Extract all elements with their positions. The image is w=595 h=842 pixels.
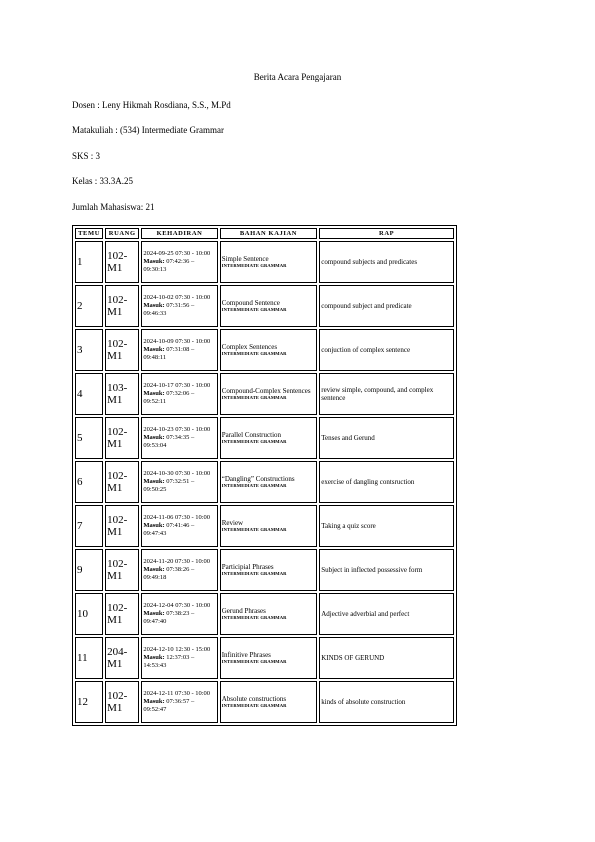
rap-cell: KINDS OF GERUND (319, 637, 454, 679)
topic-title: Absolute constructions (221, 695, 287, 703)
subject-name: INTERMEDIATE GRAMMAR (221, 571, 287, 576)
temu-cell: 6 (75, 461, 103, 503)
check-in-label: Masuk: (143, 698, 165, 705)
table-row (75, 681, 454, 723)
schedule-text: 2024-10-09 07:30 - 10:00 (143, 338, 211, 345)
topic-title: Complex Sentences (221, 343, 278, 351)
topic-cell (220, 285, 318, 327)
check-in-time: 07:32:51 – 09:50:25 (143, 478, 195, 493)
attendance-cell (141, 505, 217, 547)
check-in-label: Masuk: (143, 346, 165, 353)
rap-cell: Adjective adverbial and perfect (319, 593, 454, 635)
topic-title: Gerund Phrases (221, 607, 266, 615)
check-in-time: 07:38:26 – 09:49:18 (143, 566, 195, 581)
check-in-label: Masuk: (143, 302, 165, 309)
header-temu: TEMU (75, 228, 103, 239)
check-in-text (143, 302, 215, 318)
check-in-label: Masuk: (143, 258, 165, 265)
temu-cell: 1 (75, 241, 103, 283)
table-row (75, 329, 454, 371)
rap-cell: review simple, compound, and complex sentence (319, 373, 454, 415)
temu-cell: 3 (75, 329, 103, 371)
temu-cell: 7 (75, 505, 103, 547)
attendance-cell (141, 329, 217, 371)
check-in-time: 07:34:35 – 09:53:04 (143, 434, 195, 449)
topic-title: Parallel Construction (221, 431, 282, 439)
rap-cell: Taking a quiz score (319, 505, 454, 547)
topic-cell (220, 461, 318, 503)
schedule-text: 2024-10-23 07:30 - 10:00 (143, 426, 211, 433)
topic-title: “Dangling” Constructions (221, 475, 295, 483)
subject-name: INTERMEDIATE GRAMMAR (221, 615, 287, 620)
topic-cell (220, 637, 318, 679)
topic-cell (220, 681, 318, 723)
check-in-time: 07:38:23 – 09:47:40 (143, 610, 195, 625)
check-in-time: 12:37:03 – 14:53:43 (143, 654, 195, 669)
table-row (75, 417, 454, 459)
subject-name: INTERMEDIATE GRAMMAR (221, 263, 287, 268)
check-in-text (143, 610, 215, 626)
check-in-label: Masuk: (143, 478, 165, 485)
subject-name: INTERMEDIATE GRAMMAR (221, 307, 287, 312)
topic-cell (220, 593, 318, 635)
header-rap: RAP (319, 228, 454, 239)
schedule-text: 2024-11-20 07:30 - 10:00 (143, 558, 211, 565)
room-cell: 102-M1 (105, 461, 139, 503)
attendance-cell (141, 637, 217, 679)
schedule-text: 2024-12-11 07:30 - 10:00 (143, 690, 211, 697)
topic-cell (220, 549, 318, 591)
table-row (75, 285, 454, 327)
schedule-text: 2024-09-25 07:30 - 10:00 (143, 250, 211, 257)
room-cell: 102-M1 (105, 505, 139, 547)
check-in-text (143, 346, 215, 362)
attendance-cell (141, 593, 217, 635)
attendance-cell (141, 285, 217, 327)
attendance-table (72, 225, 457, 726)
check-in-time: 07:42:36 – 09:30:13 (143, 258, 195, 273)
table-row (75, 373, 454, 415)
header-bahan-kajian: BAHAN KAJIAN (220, 228, 318, 239)
rap-cell: conjuction of complex sentence (319, 329, 454, 371)
rap-cell: kinds of absolute construction (319, 681, 454, 723)
check-in-text (143, 258, 215, 274)
table-row (75, 549, 454, 591)
topic-title: Review (221, 519, 244, 527)
attendance-cell (141, 461, 217, 503)
attendance-cell (141, 241, 217, 283)
document-title: Berita Acara Pengajaran (253, 72, 342, 82)
table-row (75, 593, 454, 635)
check-in-text (143, 390, 215, 406)
schedule-text: 2024-11-06 07:30 - 10:00 (143, 514, 211, 521)
attendance-cell (141, 373, 217, 415)
check-in-text (143, 478, 215, 494)
subject-name: INTERMEDIATE GRAMMAR (221, 439, 287, 444)
check-in-label: Masuk: (143, 566, 165, 573)
topic-title: Simple Sentence (221, 255, 269, 263)
lecturer-line: Dosen : Leny Hikmah Rosdiana, S.S., M.Pd (72, 100, 231, 110)
room-cell: 102-M1 (105, 285, 139, 327)
table-row (75, 461, 454, 503)
topic-cell (220, 505, 318, 547)
check-in-time: 07:36:57 – 09:52:47 (143, 698, 195, 713)
check-in-text (143, 566, 215, 582)
table-row (75, 241, 454, 283)
rap-cell: Subject in inflected possessive form (319, 549, 454, 591)
credits-line: SKS : 3 (72, 151, 101, 161)
check-in-label: Masuk: (143, 434, 165, 441)
attendance-cell (141, 681, 217, 723)
topic-cell (220, 373, 318, 415)
topic-cell (220, 417, 318, 459)
subject-name: INTERMEDIATE GRAMMAR (221, 395, 287, 400)
table-header-row (75, 228, 454, 239)
rap-cell: compound subject and predicate (319, 285, 454, 327)
temu-cell: 12 (75, 681, 103, 723)
room-cell: 102-M1 (105, 593, 139, 635)
class-line: Kelas : 33.3A.25 (72, 176, 133, 186)
header-kehadiran: KEHADIRAN (141, 228, 217, 239)
temu-cell: 2 (75, 285, 103, 327)
topic-title: Compound-Complex Sentences (221, 387, 311, 395)
temu-cell: 4 (75, 373, 103, 415)
rap-cell: compound subjects and predicates (319, 241, 454, 283)
subject-name: INTERMEDIATE GRAMMAR (221, 659, 287, 664)
temu-cell: 5 (75, 417, 103, 459)
topic-title: Participial Phrases (221, 563, 274, 571)
subject-name: INTERMEDIATE GRAMMAR (221, 351, 287, 356)
check-in-label: Masuk: (143, 390, 165, 397)
temu-cell: 11 (75, 637, 103, 679)
course-line: Matakuliah : (534) Intermediate Grammar (72, 125, 224, 135)
check-in-text (143, 434, 215, 450)
temu-cell: 10 (75, 593, 103, 635)
rap-cell: exercise of dangling contsruction (319, 461, 454, 503)
room-cell: 102-M1 (105, 417, 139, 459)
attendance-cell (141, 549, 217, 591)
rap-cell: Tenses and Gerund (319, 417, 454, 459)
subject-name: INTERMEDIATE GRAMMAR (221, 703, 287, 708)
schedule-text: 2024-12-04 07:30 - 10:00 (143, 602, 211, 609)
room-cell: 102-M1 (105, 549, 139, 591)
schedule-text: 2024-12-10 12:30 - 15:00 (143, 646, 211, 653)
topic-cell (220, 241, 318, 283)
table-row (75, 637, 454, 679)
check-in-text (143, 698, 215, 714)
check-in-text (143, 522, 215, 538)
check-in-time: 07:41:46 – 09:47:43 (143, 522, 195, 537)
schedule-text: 2024-10-02 07:30 - 10:00 (143, 294, 211, 301)
attendance-cell (141, 417, 217, 459)
check-in-time: 07:32:06 – 09:52:11 (143, 390, 195, 405)
temu-cell: 9 (75, 549, 103, 591)
header-ruang: RUANG (105, 228, 139, 239)
topic-cell (220, 329, 318, 371)
check-in-time: 07:31:56 – 09:46:33 (143, 302, 195, 317)
topic-title: Infinitive Phrases (221, 651, 271, 659)
check-in-time: 07:31:08 – 09:48:11 (143, 346, 195, 361)
check-in-label: Masuk: (143, 610, 165, 617)
room-cell: 204-M1 (105, 637, 139, 679)
check-in-label: Masuk: (143, 522, 165, 529)
check-in-text (143, 654, 215, 670)
table-row (75, 505, 454, 547)
room-cell: 102-M1 (105, 241, 139, 283)
topic-title: Compound Sentence (221, 299, 280, 307)
schedule-text: 2024-10-30 07:30 - 10:00 (143, 470, 211, 477)
room-cell: 102-M1 (105, 329, 139, 371)
subject-name: INTERMEDIATE GRAMMAR (221, 483, 287, 488)
subject-name: INTERMEDIATE GRAMMAR (221, 527, 287, 532)
student-count-line: Jumlah Mahasiswa: 21 (72, 202, 155, 212)
room-cell: 103-M1 (105, 373, 139, 415)
schedule-text: 2024-10-17 07:30 - 10:00 (143, 382, 211, 389)
room-cell: 102-M1 (105, 681, 139, 723)
check-in-label: Masuk: (143, 654, 165, 661)
